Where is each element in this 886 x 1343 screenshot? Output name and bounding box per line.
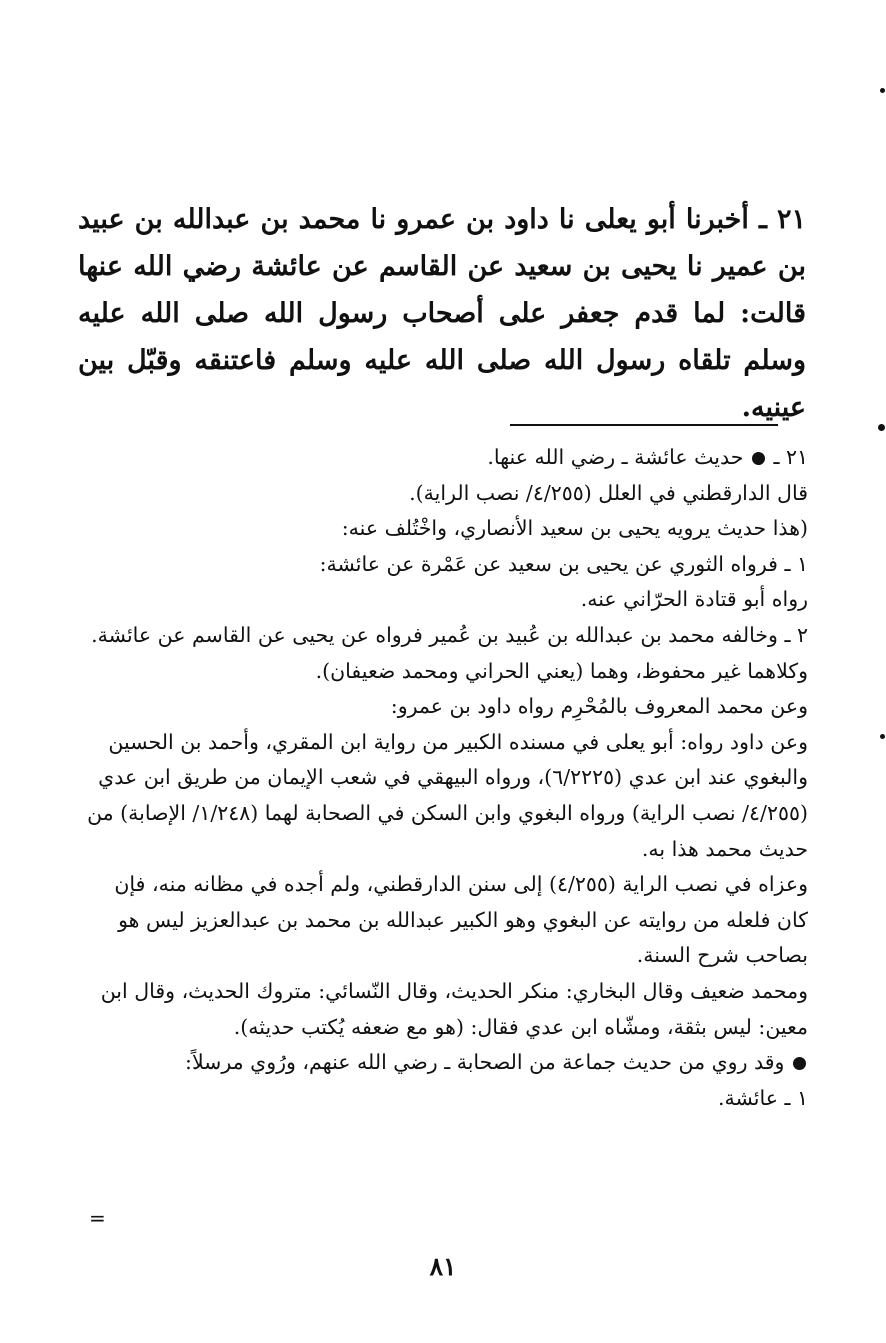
scan-edge-mark xyxy=(878,424,885,431)
footnote-line: وعن محمد المعروف بالمُحْرِم رواه داود بن عمرو: xyxy=(390,694,808,719)
footnote-line: رواه أبو قتادة الحرّاني عنه. xyxy=(580,587,808,612)
bullet-icon xyxy=(793,1057,806,1070)
footnote-line: ١ ـ عائشة. xyxy=(717,1085,808,1110)
footnote-line xyxy=(80,1045,808,1081)
scan-edge-mark xyxy=(880,88,885,93)
footnote-line: قال الدارقطني في العلل (٤/٢٥٥/ نصب الراية). xyxy=(409,480,808,505)
hadith-paragraph: ٢١ ـ أخبرنا أبو يعلى نا داود بن عمرو نا محمد بن عبدالله بن عبيد بن عمير نا يحيى بن سعيد عن القاسم عن عائشة رضي الله عنها قالت: لما قدم جعفر على أصحاب رسول الله صلى الله عليه وسلم تلقاه رسول الله صلى الله عليه وسلم فاعتنقه وقبّل بين عينيه. xyxy=(78,204,806,423)
footnote-line: وعن داود رواه: أبو يعلى في مسنده الكبير من رواية ابن المقري، وأحمد بن الحسين والبغوي عند ابن عدي (٦/٢٢٢٥)، ورواه البيهقي في شعب الإيمان من طريق ابن عدي (٤/٢٥٥/ نصب الراية) ورواه البغوي وابن السكن في الصحابة لهما (١/٢٤٨/ الإصابة) من حديث محمد هذا به. xyxy=(87,729,808,861)
footnote-line: (هذا حديث يرويه يحيى بن سعيد الأنصاري، واخْتُلف عنه: xyxy=(341,516,808,541)
footnote-heading xyxy=(80,440,808,476)
footnote-heading-number: ٢١ ـ xyxy=(773,445,808,469)
main-hadith-text xyxy=(78,196,806,431)
footnote-line: وكلاهما غير محفوظ، وهما (يعني الحراني ومحمد ضعيفان). xyxy=(315,658,808,683)
continuation-mark: = xyxy=(89,1206,106,1230)
scan-edge-mark xyxy=(880,734,885,739)
footnote-line: ١ ـ فرواه الثوري عن يحيى بن سعيد عن عَمْرة عن عائشة: xyxy=(319,551,808,576)
footnote-line-text: وقد روي من حديث جماعة من الصحابة ـ رضي الله عنهم، ورُوي مرسلاً: xyxy=(185,1050,785,1075)
footnote-line: ومحمد ضعيف وقال البخاري: منكر الحديث، وقال النّسائي: متروك الحديث، وقال ابن معين: ليس بثقة، ومشّاه ابن عدي فقال: (هو مع ضعفه يُكتب حديثه). xyxy=(100,978,808,1039)
footnote-line: وعزاه في نصب الراية (٤/٢٥٥) إلى سنن الدارقطني، ولم أجده في مظانه منه، فإن كان فلعله من روايته عن البغوي وهو الكبير عبدالله بن محمد بن عبدالعزيز ليس هو بصاحب شرح السنة. xyxy=(114,872,808,968)
footnote-heading-text: حديث عائشة ـ رضي الله عنها. xyxy=(487,445,744,469)
page-number: ٨١ xyxy=(429,1252,457,1281)
bullet-icon xyxy=(752,452,765,465)
footnote-line: ٢ ـ وخالفه محمد بن عبدالله بن عُبيد بن عُمير فرواه عن يحيى عن القاسم عن عائشة. xyxy=(91,622,808,647)
footnotes-section xyxy=(80,440,808,1116)
footnote-divider xyxy=(510,424,778,426)
